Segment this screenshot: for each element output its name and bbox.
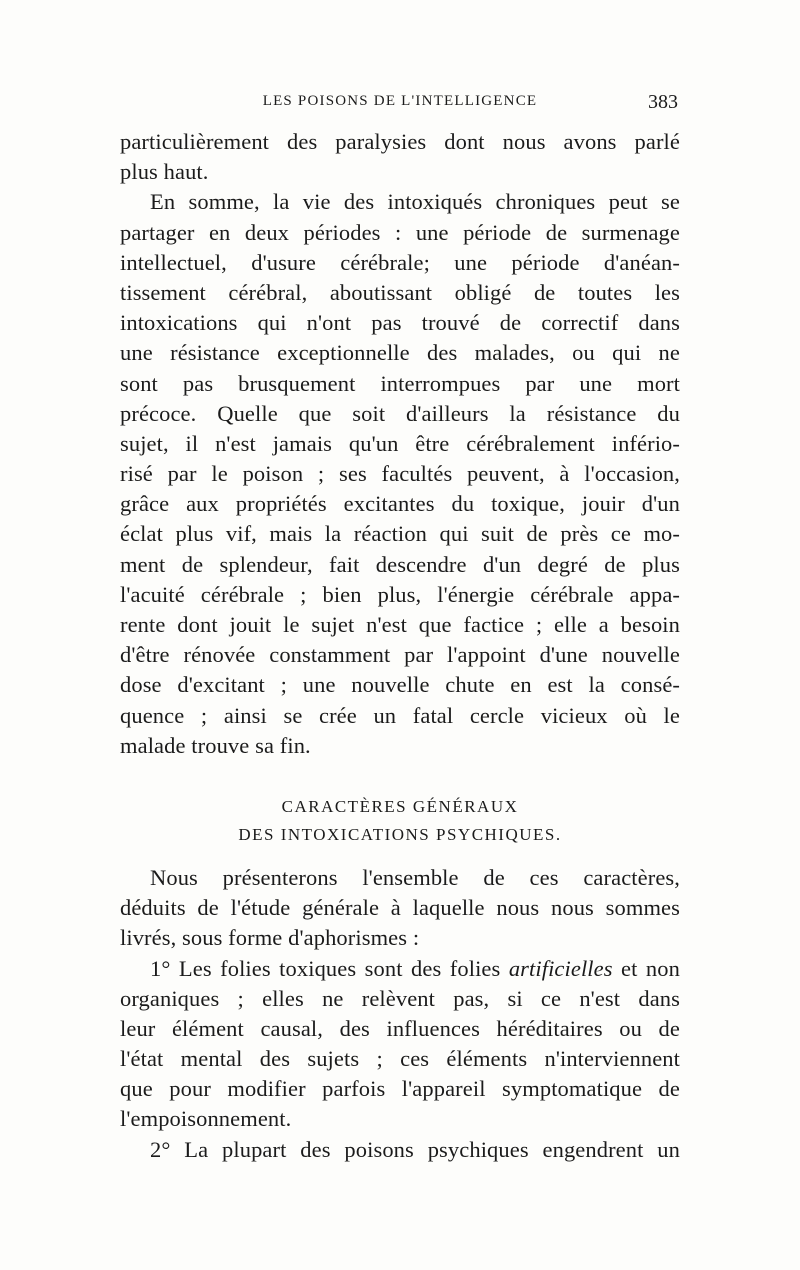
text-line: malade trouve sa fin.: [120, 732, 311, 758]
body-text: [120, 127, 680, 1165]
text-line: quence ; ainsi se crée un fatal cercle vicieux où le: [120, 702, 680, 728]
text-line: [120, 954, 680, 984]
text-line: sujet, il n'est jamais qu'un être cérébralement infério-: [120, 430, 680, 456]
text-line: l'empoisonnement.: [120, 1106, 292, 1132]
emphasis-text: artificielles: [508, 955, 613, 981]
text-line: que pour modifier parfois l'appareil symptomatique de: [120, 1076, 680, 1102]
text-line: leur élément causal, des influences héréditaires ou de: [120, 1015, 680, 1041]
text-line: plus haut.: [120, 159, 209, 185]
running-title: LES POISONS DE L'INTELLIGENCE: [262, 93, 538, 109]
text-line: précoce. Quelle que soit d'ailleurs la résistance du: [120, 400, 680, 426]
text-line: Nous présenterons l'ensemble de ces caractères,: [150, 864, 680, 890]
text-line: En somme, la vie des intoxiqués chroniques peut se: [150, 189, 680, 215]
text-line: éclat plus vif, mais la réaction qui suit de près ce mo-: [120, 521, 680, 547]
text-line: intoxications qui n'ont pas trouvé de correctif dans: [120, 310, 680, 336]
text-line: l'état mental des sujets ; ces éléments n'interviennent: [120, 1046, 680, 1072]
text-line: intellectuel, d'usure cérébrale; une période d'anéan-: [120, 249, 680, 275]
text-line: tissement cérébral, aboutissant obligé de toutes les: [120, 279, 680, 305]
text-line: d'être rénovée constamment par l'appoint d'une nouvelle: [120, 642, 680, 668]
text-line: ment de splendeur, fait descendre d'un degré de plus: [120, 551, 680, 577]
text-line: 2° La plupart des poisons psychiques engendrent un: [150, 1136, 680, 1162]
text-line: partager en deux périodes : une période de surmenage: [120, 219, 680, 245]
text-line: sont pas brusquement interrompues par une mort: [120, 370, 680, 396]
text-line: grâce aux propriétés excitantes du toxique, jouir d'un: [120, 491, 680, 517]
text-line: particulièrement des paralysies dont nous avons parlé: [120, 129, 680, 154]
text-run: 1° Les folies toxiques sont des folies: [150, 955, 509, 981]
text-line: dose d'excitant ; une nouvelle chute en est la consé-: [120, 672, 680, 698]
running-head: [122, 93, 678, 121]
section-spacer: [120, 761, 680, 793]
section-heading-line2: DES INTOXICATIONS PSYCHIQUES.: [238, 824, 562, 844]
text-line: organiques ; elles ne relèvent pas, si ce n'est dans: [120, 985, 680, 1011]
heading-gap: [120, 849, 680, 863]
text-line: livrés, sous forme d'aphorismes :: [120, 925, 420, 951]
text-line: risé par le poison ; ses facultés peuvent, à l'occasion,: [120, 461, 680, 487]
page-number: 383: [648, 91, 678, 113]
section-heading-line1: CARACTÈRES GÉNÉRAUX: [281, 796, 519, 816]
text-line: rente dont jouit le sujet n'est que factice ; elle a besoin: [120, 612, 680, 637]
text-line: déduits de l'étude générale à laquelle nous nous sommes: [120, 895, 680, 921]
text-line: l'acuité cérébrale ; bien plus, l'énergie cérébrale appa-: [120, 581, 680, 607]
text-line: une résistance exceptionnelle des malades, ou qui ne: [120, 340, 680, 366]
text-run: et non: [612, 955, 680, 981]
